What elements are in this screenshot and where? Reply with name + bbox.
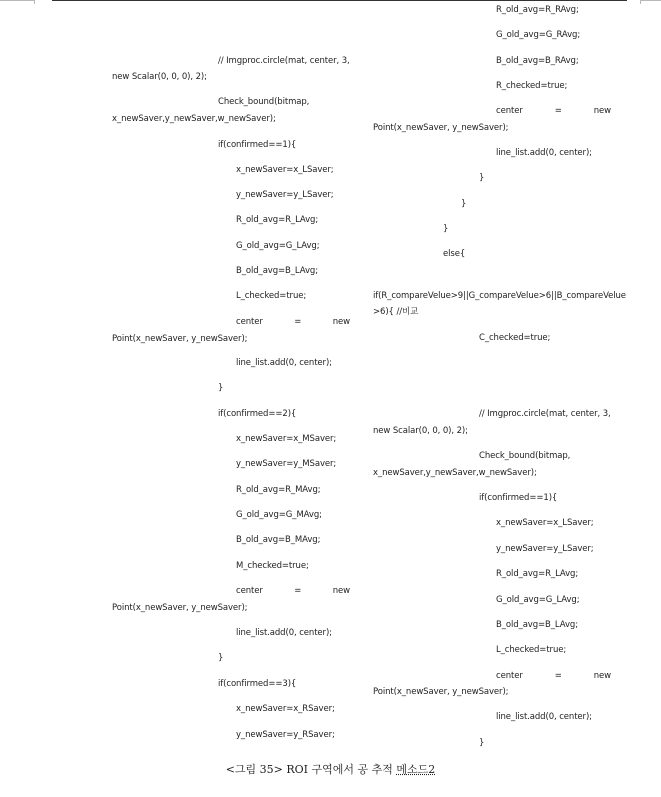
code-token: new xyxy=(593,106,611,116)
code-line: R_checked=true; xyxy=(496,81,568,91)
caption-tail: 메소드2 xyxy=(396,763,436,776)
header-rule xyxy=(52,0,627,1)
code-line: } xyxy=(461,199,467,209)
crop-tick-right xyxy=(640,0,641,4)
code-token: center xyxy=(236,317,263,327)
code-line: x_newSaver=x_RSaver; xyxy=(236,704,335,714)
code-token: center xyxy=(496,106,523,116)
code-line: else{ xyxy=(443,249,466,259)
code-line-spread xyxy=(236,317,350,328)
code-line: G_old_avg=G_LAvg; xyxy=(496,595,580,605)
code-line: B_old_avg=B_LAvg; xyxy=(236,266,318,276)
code-line: line_list.add(0, center); xyxy=(236,358,332,368)
code-line: Point(x_newSaver, y_newSaver); xyxy=(112,603,248,613)
code-line: x_newSaver=x_LSaver; xyxy=(236,165,334,175)
code-line: R_old_avg=R_LAvg; xyxy=(236,215,319,225)
code-line: Check_bound(bitmap, xyxy=(479,451,571,461)
code-line: x_newSaver=x_LSaver; xyxy=(496,518,594,528)
figure-caption xyxy=(0,761,661,777)
code-line: x_newSaver=x_MSaver; xyxy=(236,434,337,444)
code-line: } xyxy=(218,383,224,393)
code-line: Point(x_newSaver, y_newSaver); xyxy=(112,334,248,344)
code-line: } xyxy=(479,738,485,748)
code-line: new Scalar(0, 0, 0), 2); xyxy=(112,72,207,82)
code-line: } xyxy=(443,224,449,234)
code-line: y_newSaver=y_MSaver; xyxy=(236,459,337,469)
code-line: line_list.add(0, center); xyxy=(236,628,332,638)
code-line: if(R_compareVelue>9||G_compareVelue>6||B_compareVelue xyxy=(373,291,626,301)
code-line: line_list.add(0, center); xyxy=(496,148,592,158)
code-line: G_old_avg=G_MAvg; xyxy=(236,510,322,520)
code-token: new xyxy=(332,586,350,596)
code-line: if(confirmed==1){ xyxy=(479,493,558,503)
code-line: } xyxy=(479,173,485,183)
code-line: Point(x_newSaver, y_newSaver); xyxy=(373,687,509,697)
code-line: x_newSaver,y_newSaver,w_newSaver); xyxy=(373,468,537,478)
code-line: if(confirmed==1){ xyxy=(218,140,297,150)
code-token: = xyxy=(554,106,562,116)
code-line: >6){ //비교 xyxy=(373,307,419,317)
code-line-spread xyxy=(496,671,611,682)
crop-tick-left xyxy=(34,0,35,4)
code-line: G_old_avg=G_RAvg; xyxy=(496,30,581,40)
caption-main: <그림 35> ROI 구역에서 공 추적 xyxy=(225,763,397,776)
code-line: B_old_avg=B_MAvg; xyxy=(236,535,321,545)
code-token: new xyxy=(332,317,350,327)
code-line: // Imgproc.circle(mat, center, 3, xyxy=(218,56,350,66)
code-line: y_newSaver=y_RSaver; xyxy=(236,730,335,740)
code-line: } xyxy=(218,653,224,663)
code-token: = xyxy=(294,317,302,327)
crop-mark-left xyxy=(0,0,34,1)
code-token: = xyxy=(554,671,562,681)
code-line: L_checked=true; xyxy=(236,291,307,301)
crop-mark-right xyxy=(640,0,661,1)
code-line: M_checked=true; xyxy=(236,561,309,571)
code-line: C_checked=true; xyxy=(479,333,551,343)
code-line: R_old_avg=R_LAvg; xyxy=(496,569,579,579)
code-token: center xyxy=(236,586,263,596)
code-line: R_old_avg=R_RAvg; xyxy=(496,5,579,15)
code-line: new Scalar(0, 0, 0), 2); xyxy=(373,426,468,436)
code-line-spread xyxy=(496,106,611,117)
code-line: B_old_avg=B_LAvg; xyxy=(496,620,578,630)
code-line-spread xyxy=(236,586,350,597)
code-line: B_old_avg=B_RAvg; xyxy=(496,56,579,66)
code-line: // Imgproc.circle(mat, center, 3, xyxy=(479,409,611,419)
code-line: G_old_avg=G_LAvg; xyxy=(236,241,320,251)
code-line: Point(x_newSaver, y_newSaver); xyxy=(373,123,509,133)
code-line: L_checked=true; xyxy=(496,645,567,655)
code-token: center xyxy=(496,671,523,681)
code-line: y_newSaver=y_LSaver; xyxy=(236,190,334,200)
code-token: = xyxy=(294,586,302,596)
code-line: R_old_avg=R_MAvg; xyxy=(236,485,321,495)
code-line: y_newSaver=y_LSaver; xyxy=(496,544,594,554)
code-line: Check_bound(bitmap, xyxy=(218,97,310,107)
code-line: x_newSaver,y_newSaver,w_newSaver); xyxy=(112,114,276,124)
code-line: if(confirmed==3){ xyxy=(218,679,297,689)
code-line: if(confirmed==2){ xyxy=(218,409,297,419)
code-line: line_list.add(0, center); xyxy=(496,712,592,722)
code-token: new xyxy=(593,671,611,681)
